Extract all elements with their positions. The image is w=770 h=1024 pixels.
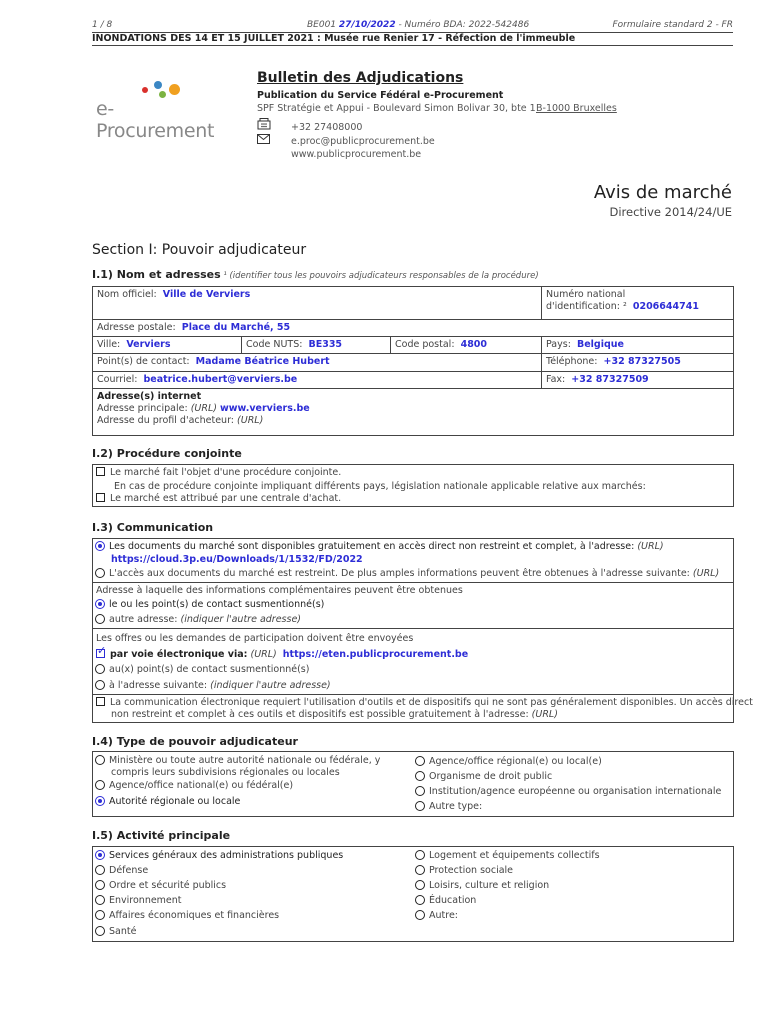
activite-education-radio[interactable] xyxy=(415,895,425,905)
type-ministere-row: Ministère ou toute autre autorité nationale ou fédérale, y xyxy=(95,755,380,767)
electronic-tools-row: La communication électronique requiert l'utilisation d'outils et de dispositifs qui ne sont pas généralement disponibles. Un accès direct xyxy=(96,697,753,709)
type-institution-europeenne-row: Institution/agence européenne ou organisation internationale xyxy=(415,786,721,798)
electronic-tools-checkbox[interactable] xyxy=(96,697,105,706)
docs-url[interactable]: https://cloud.3p.eu/Downloads/1/1532/FD/2022 xyxy=(111,554,363,565)
type-ministere-radio[interactable] xyxy=(95,755,105,765)
activite-sante-row: Santé xyxy=(95,926,136,938)
info-contact-radio[interactable] xyxy=(95,599,105,609)
activite-autre-row: Autre: xyxy=(415,910,458,922)
point-contact-cell: Point(s) de contact: Madame Béatrice Hubert xyxy=(92,353,542,372)
i1-heading: I.1) Nom et adresses ¹ (identifier tous les pouvoirs adjudicateurs responsables de la procédure) xyxy=(92,268,539,281)
contract-title: INONDATIONS DES 14 ET 15 JUILLET 2021 : Musée rue Renier 17 - Réfection de l'immeuble xyxy=(92,33,576,44)
reference xyxy=(307,20,529,30)
code-nuts-cell: Code NUTS: BE335 xyxy=(241,336,391,354)
ref-date: 27/10/2022 xyxy=(338,20,396,30)
publisher-address: SPF Stratégie et Appui - Boulevard Simon Bolivar 30, bte 1 xyxy=(257,103,536,114)
numero-national-value: 0206644741 xyxy=(632,301,699,312)
logo-dot-orange xyxy=(169,84,180,95)
header-divider-bottom xyxy=(92,45,733,46)
legislation-nationale-text: En cas de procédure conjointe impliquant différents pays, législation nationale applicable relative aux marchés: xyxy=(114,481,646,492)
activite-services-generaux-row: Services généraux des administrations publiques xyxy=(95,850,343,862)
type-agence-regionale-row: Agence/office régional(e) ou local(e) xyxy=(415,756,602,768)
nom-officiel-value: Ville de Verviers xyxy=(162,289,251,300)
type-agence-nationale-radio[interactable] xyxy=(95,780,105,790)
offers-heading: Les offres ou les demandes de participation doivent être envoyées xyxy=(96,633,414,644)
notice-title: Avis de marché xyxy=(593,182,732,203)
pays-value: Belgique xyxy=(576,339,624,350)
logo-dot-red xyxy=(142,87,148,93)
activite-defense-row: Défense xyxy=(95,865,148,877)
form-type: Formulaire standard 2 - FR xyxy=(612,20,733,30)
pays-cell: Pays: Belgique xyxy=(541,336,734,354)
activite-logement-radio[interactable] xyxy=(415,850,425,860)
activite-logement-row: Logement et équipements collectifs xyxy=(415,850,600,862)
ville-value: Verviers xyxy=(126,339,171,350)
adresse-principale-row: Adresse principale: (URL) www.verviers.be xyxy=(97,403,310,414)
logo-text: e-Procurement xyxy=(96,98,215,142)
docs-free-radio[interactable] xyxy=(95,541,105,551)
activite-ordre-securite-row: Ordre et sécurité publics xyxy=(95,880,226,892)
publisher-website[interactable]: www.publicprocurement.be xyxy=(291,149,422,160)
activite-affaires-economiques-row: Affaires économiques et financières xyxy=(95,910,279,922)
logo-dot-blue xyxy=(154,81,162,89)
courriel-cell: Courriel: beatrice.hubert@verviers.be xyxy=(92,371,542,389)
publisher-phone-row xyxy=(257,118,362,133)
electronic-tools-line2: non restreint et complet à ces outils et dispositifs est possible gratuitement à l'adresse: (URL) xyxy=(111,709,558,720)
activite-ordre-securite-radio[interactable] xyxy=(95,880,105,890)
type-autre-row: Autre type: xyxy=(415,801,482,813)
type-ministere-line2: compris leurs subdivisions régionales ou locales xyxy=(111,767,340,778)
fax-value: +32 87327509 xyxy=(571,374,649,385)
i3-heading: I.3) Communication xyxy=(92,521,214,534)
type-organisme-droit-public-radio[interactable] xyxy=(415,771,425,781)
publisher-web-row xyxy=(257,149,421,160)
offers-url[interactable]: https://eten.publicprocurement.be xyxy=(282,649,469,660)
info-other-row: autre adresse: (indiquer l'autre adresse) xyxy=(95,614,301,626)
info-contact-row: le ou les point(s) de contact susmentionné(s) xyxy=(95,599,324,611)
logo-dot-green xyxy=(159,91,166,98)
activite-services-generaux-radio[interactable] xyxy=(95,850,105,860)
activite-education-row: Éducation xyxy=(415,895,476,907)
i2-heading: I.2) Procédure conjointe xyxy=(92,447,242,460)
activite-loisirs-row: Loisirs, culture et religion xyxy=(415,880,549,892)
offers-address-row: à l'adresse suivante: (indiquer l'autre adresse) xyxy=(95,680,331,692)
envelope-icon xyxy=(257,134,271,147)
adresse-postale-cell: Adresse postale: Place du Marché, 55 xyxy=(92,319,734,337)
publisher-email[interactable]: e.proc@publicprocurement.be xyxy=(291,136,435,147)
eprocurement-logo xyxy=(96,78,221,142)
offers-contact-radio[interactable] xyxy=(95,664,105,674)
ville-cell: Ville: Verviers xyxy=(92,336,242,354)
publisher-city: B-1000 Bruxelles xyxy=(536,103,617,114)
activite-autre-radio[interactable] xyxy=(415,910,425,920)
activite-sante-radio[interactable] xyxy=(95,926,105,936)
centrale-achat-row: Le marché est attribué par une centrale d'achat. xyxy=(96,493,341,505)
telephone-cell: Téléphone: +32 87327505 xyxy=(541,353,734,372)
publisher-email-row xyxy=(257,134,435,147)
type-organisme-droit-public-row: Organisme de droit public xyxy=(415,771,552,783)
procedure-conjointe-checkbox[interactable] xyxy=(96,467,105,476)
info-heading: Adresse à laquelle des informations complémentaires peuvent être obtenues xyxy=(96,585,463,596)
activite-affaires-economiques-radio[interactable] xyxy=(95,910,105,920)
type-autorite-regionale-radio[interactable] xyxy=(95,796,105,806)
phone-icon xyxy=(257,118,271,133)
ref-prefix: BE001 xyxy=(307,20,339,30)
adresse-principale-value[interactable]: www.verviers.be xyxy=(220,403,310,414)
nom-officiel-cell: Nom officiel: Ville de Verviers xyxy=(92,286,542,320)
type-autorite-regionale-row: Autorité régionale ou locale xyxy=(95,796,240,808)
docs-restricted-radio[interactable] xyxy=(95,568,105,578)
activite-protection-sociale-radio[interactable] xyxy=(415,865,425,875)
activite-loisirs-radio[interactable] xyxy=(415,880,425,890)
publisher-name: Publication du Service Fédéral e-Procurement xyxy=(257,90,504,101)
procedure-conjointe-row: Le marché fait l'objet d'une procédure conjointe. xyxy=(96,467,341,479)
profil-acheteur-row: Adresse du profil d'acheteur: (URL) xyxy=(97,415,264,426)
point-contact-value: Madame Béatrice Hubert xyxy=(195,356,330,367)
code-postal-cell: Code postal: 4800 xyxy=(390,336,542,354)
adresses-internet-cell xyxy=(92,388,734,436)
offers-electronic-row: ✓par voie électronique via: (URL) https://eten.publicprocurement.be xyxy=(96,649,468,661)
code-postal-value: 4800 xyxy=(460,339,488,350)
offers-contact-row: au(x) point(s) de contact susmentionné(s) xyxy=(95,664,309,676)
telephone-value: +32 87327505 xyxy=(603,356,681,367)
info-other-radio[interactable] xyxy=(95,614,105,624)
type-institution-europeenne-radio[interactable] xyxy=(415,786,425,796)
activite-environnement-radio[interactable] xyxy=(95,895,105,905)
centrale-achat-checkbox[interactable] xyxy=(96,493,105,502)
type-agence-nationale-row: Agence/office national(e) ou fédéral(e) xyxy=(95,780,293,792)
i5-heading: I.5) Activité principale xyxy=(92,829,231,842)
i4-heading: I.4) Type de pouvoir adjudicateur xyxy=(92,735,298,748)
page-number: 1 / 8 xyxy=(92,20,113,30)
type-agence-regionale-radio[interactable] xyxy=(415,756,425,766)
type-autre-radio[interactable] xyxy=(415,801,425,811)
offers-address-radio[interactable] xyxy=(95,680,105,690)
docs-restricted-row: L'accès aux documents du marché est restreint. De plus amples informations peuvent être obtenues à l'adresse suivante: (URL) xyxy=(95,568,719,580)
section-title: Section I: Pouvoir adjudicateur xyxy=(92,242,307,258)
activite-environnement-row: Environnement xyxy=(95,895,182,907)
notice-directive: Directive 2014/24/UE xyxy=(609,205,732,219)
docs-free-row: Les documents du marché sont disponibles gratuitement en accès direct non restreint et complet, à l'adresse: (URL) xyxy=(95,541,664,553)
ref-suffix: - Numéro BDA: 2022-542486 xyxy=(395,20,530,30)
numero-national-cell: Numéro national d'identification: ² 0206644741 xyxy=(541,286,734,320)
publisher-phone: +32 27408000 xyxy=(291,122,363,133)
adresses-internet-heading: Adresse(s) internet xyxy=(97,391,202,402)
activite-defense-radio[interactable] xyxy=(95,865,105,875)
courriel-value[interactable]: beatrice.hubert@verviers.be xyxy=(143,374,298,385)
bulletin-title: Bulletin des Adjudications xyxy=(257,70,464,86)
activite-protection-sociale-row: Protection sociale xyxy=(415,865,513,877)
adresse-postale-value: Place du Marché, 55 xyxy=(181,322,291,333)
offers-electronic-checkbox[interactable] xyxy=(96,649,105,658)
code-nuts-value: BE335 xyxy=(308,339,343,350)
fax-cell: Fax: +32 87327509 xyxy=(541,371,734,389)
